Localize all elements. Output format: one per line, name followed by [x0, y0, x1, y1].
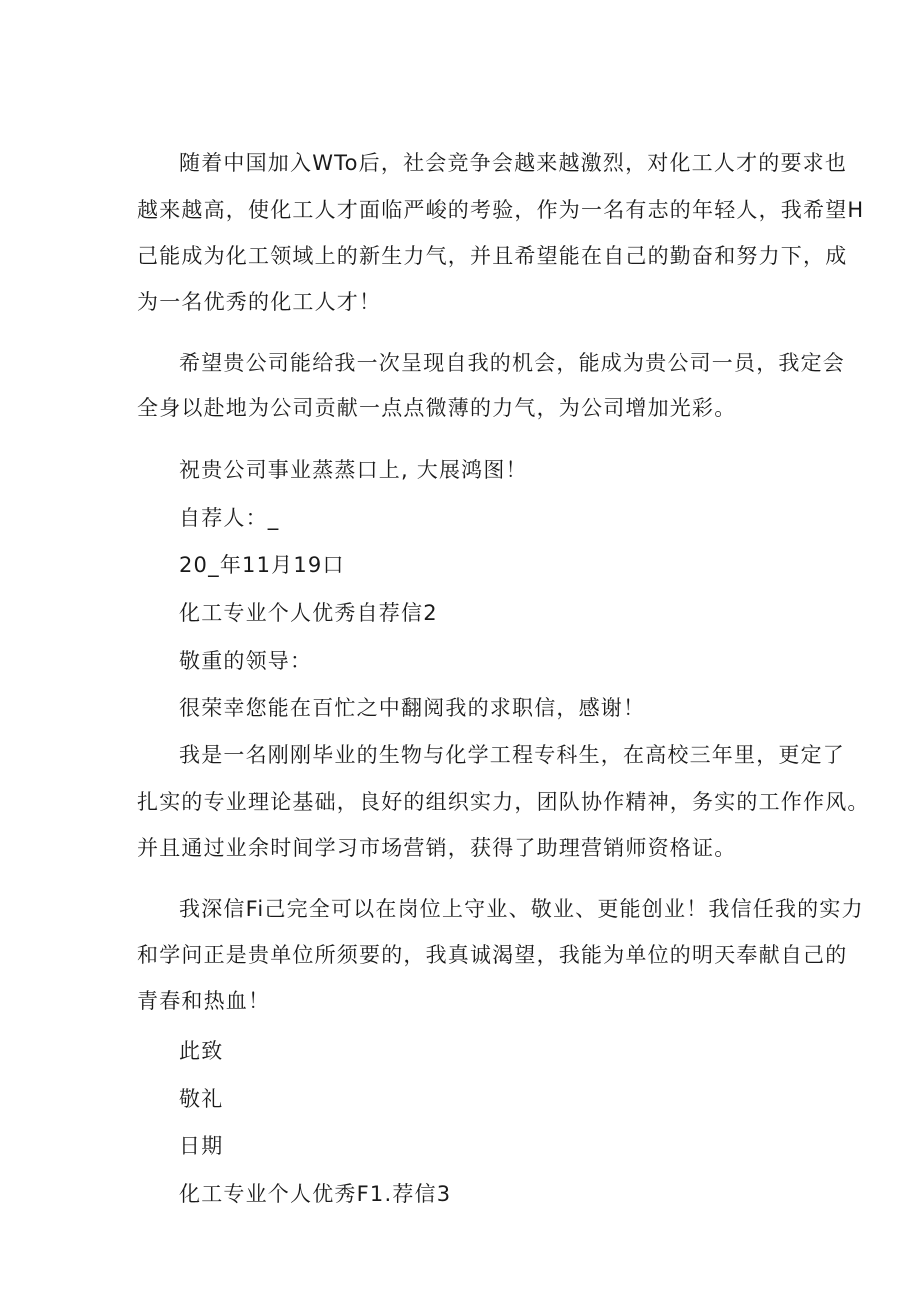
section-title: 化工专业个人优秀F1.荐信3: [179, 1182, 452, 1206]
text-line: 全身以赴地为公司贡献一点点微薄的力气，为公司增加光彩。: [137, 396, 737, 420]
text-line: 越来越高，使化工人才面临严峻的考验，作为一名有志的年轻人，我希望H: [137, 198, 865, 222]
text-line: 我是一名刚刚毕业的生物与化学工程专科生，在高校三年里，更定了: [179, 743, 845, 767]
signature-line: 自荐人：_: [179, 506, 280, 530]
text-line: 并且通过业余时间学习市场营销，获得了助理营销师资格证。: [137, 836, 737, 860]
text-line: 为一名优秀的化工人才！: [137, 290, 382, 314]
text-line: 己能成为化工领域上的新生力气，并且希望能在自己的勤奋和努力下，成: [137, 244, 848, 268]
text-line: 希望贵公司能给我一次呈现自我的机会，能成为贵公司一员，我定会: [179, 351, 845, 375]
text-line: 我深信Fi己完全可以在岗位上守业、敬业、更能创业！我信任我的实力: [179, 897, 864, 921]
text-line: 祝贵公司事业蒸蒸口上, 大展鸿图！: [179, 458, 528, 482]
date-label: 日期: [179, 1134, 224, 1158]
text-line: 扎实的专业理论基础，良好的组织实力，团队协作精神，务实的工作作风。: [137, 790, 870, 814]
text-line: 很荣幸您能在百忙之中翻阅我的求职信，感谢！: [179, 696, 646, 720]
date-line: 20_年11月19口: [179, 553, 345, 577]
salutation: 敬重的领导：: [179, 649, 313, 673]
section-title: 化工专业个人优秀自荐信2: [179, 601, 438, 625]
text-line: 和学问正是贵单位所须要的，我真诚渴望，我能为单位的明天奉献自己的: [137, 943, 848, 967]
closing-line: 敬礼: [179, 1087, 224, 1111]
text-line: 随着中国加入WTo后，社会竞争会越来越激烈，对化工人才的要求也: [179, 151, 848, 175]
closing-line: 此致: [179, 1039, 224, 1063]
text-line: 青春和热血！: [137, 989, 271, 1013]
